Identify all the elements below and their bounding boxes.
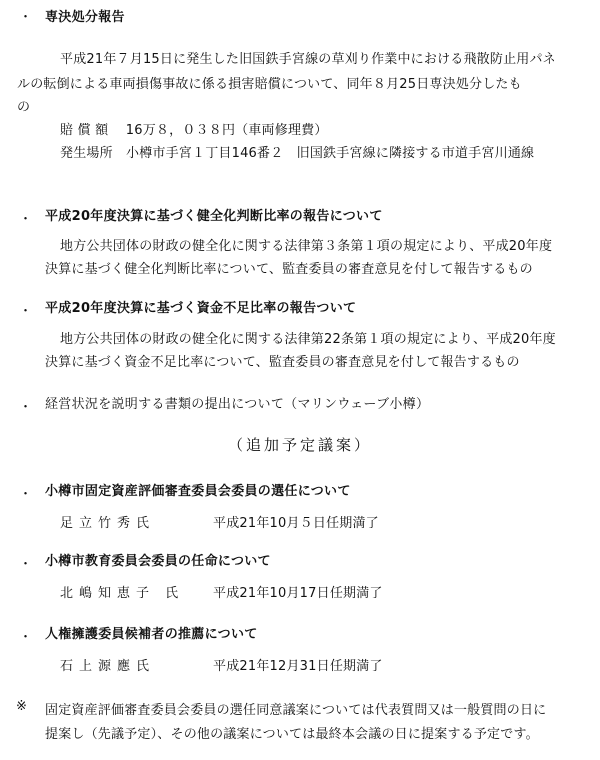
section-3-heading: 平成20年度決算に基づく資金不足比率の報告ついて: [45, 301, 357, 316]
section-6-heading: 小樽市教育委員会委員の任命について: [45, 554, 271, 569]
note-line-1: 固定資産評価審査委員会委員の選任同意議案については代表質問又は一般質問の日に: [45, 703, 547, 718]
additional-bills-title: （追加予定議案）: [227, 436, 372, 454]
section-3-body-line-2: 決算に基づく資金不足比率について、監査委員の審査意見を付して報告するもの: [45, 355, 520, 370]
section-7-heading: 人権擁護委員候補者の推薦について: [45, 627, 258, 642]
appointee-name-3: 石上源應氏: [60, 659, 156, 674]
section-1-body-line-2: ルの転倒による車両損傷事故に係る損害賠償について、同年８月25日専決処分したも: [17, 77, 522, 92]
term-expiry-2: 平成21年10月17日任期満了: [213, 586, 383, 601]
section-2-heading: 平成20年度決算に基づく健全化判断比率の報告について: [45, 209, 383, 224]
section-4-heading: 経営状況を説明する書類の提出について（マリンウェーブ小樽）: [45, 397, 430, 412]
bullet-3: ・: [19, 304, 33, 319]
bullet-2: ・: [19, 212, 33, 227]
note-line-2: 提案し（先議予定）、その他の議案については最終本会議の日に提案する予定です。: [45, 727, 539, 742]
section-2-body-line-2: 決算に基づく健全化判断比率について、監査委員の審査意見を付して報告するもの: [45, 262, 533, 277]
note-mark: ※: [16, 699, 28, 714]
incident-location: 発生場所 小樽市手宮１丁目146番２ 旧国鉄手宮線に隣接する市道手宮川通線: [60, 146, 535, 161]
section-3-body-line-1: 地方公共団体の財政の健全化に関する法律第22条第１項の規定により、平成20年度: [60, 332, 556, 347]
bullet-5: ・: [19, 487, 33, 502]
term-expiry-1: 平成21年10月５日任期満了: [213, 516, 379, 531]
section-1-body-line-3: の: [17, 100, 31, 115]
bullet-4: ・: [19, 400, 33, 415]
section-2-body-line-1: 地方公共団体の財政の健全化に関する法律第３条第１項の規定により、平成20年度: [60, 239, 553, 254]
appointee-name-2: 北嶋知恵子 氏: [60, 586, 185, 601]
compensation-amount: 賠 償 額 16万８，０３８円（車両修理費）: [60, 123, 328, 138]
bullet-1: ・: [19, 10, 33, 25]
bullet-7: ・: [19, 630, 33, 645]
section-1-heading: 専決処分報告: [45, 10, 125, 25]
section-1-body-line-1: 平成21年７月15日に発生した旧国鉄手宮線の草刈り作業中における飛散防止用パネ: [60, 52, 556, 67]
section-5-heading: 小樽市固定資産評価審査委員会委員の選任について: [45, 484, 351, 499]
term-expiry-3: 平成21年12月31日任期満了: [213, 659, 383, 674]
appointee-name-1: 足立竹秀氏: [60, 516, 156, 531]
bullet-6: ・: [19, 557, 33, 572]
